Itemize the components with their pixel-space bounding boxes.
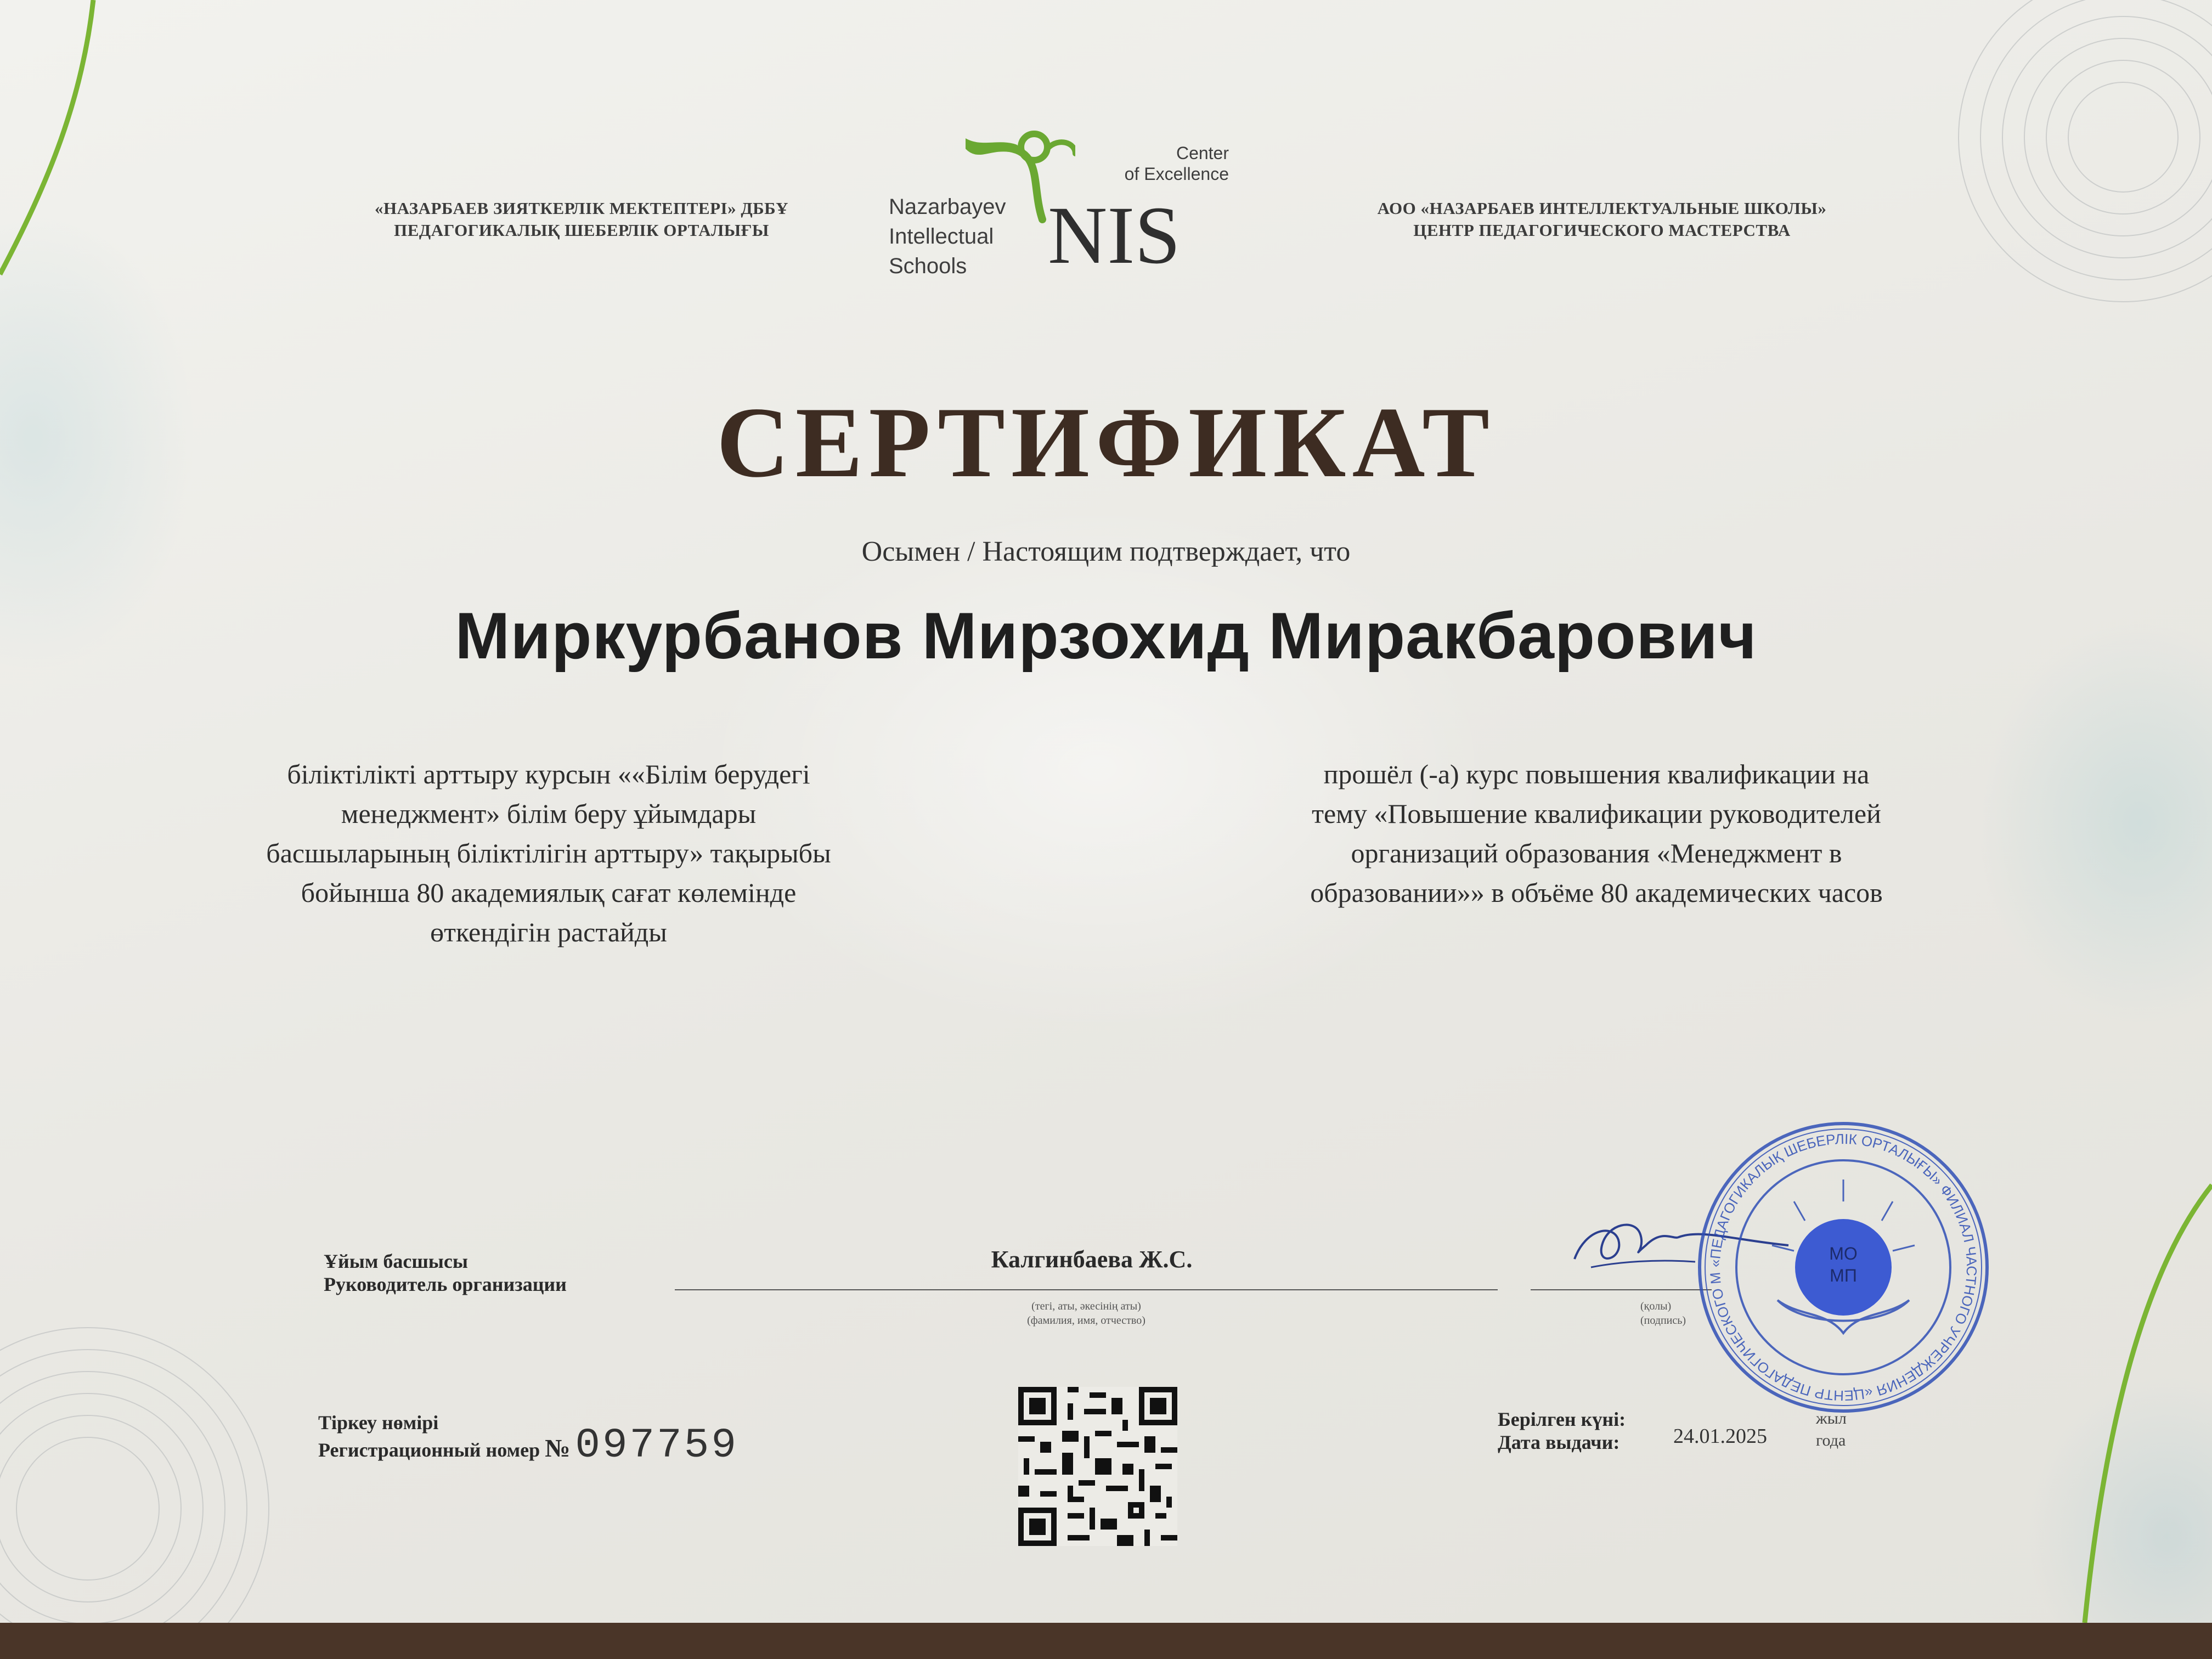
registration-label-ru: Регистрационный номер: [318, 1439, 540, 1461]
signature-line: [1531, 1289, 1712, 1290]
header-left-line2: ПЕДАГОГИКАЛЫҚ ШЕБЕРЛІК ОРТАЛЫҒЫ: [394, 221, 769, 240]
body-russian: [1207, 754, 1986, 912]
body-kz-line: менеджмент» білім беру ұйымдары: [341, 798, 757, 829]
nis-center-line1: Center: [1176, 143, 1229, 163]
body-ru-line: образовании»» в объёме 80 академических часов: [1310, 877, 1883, 908]
stamp-mark-ru: МП: [1830, 1266, 1857, 1285]
nis-name-line1: Nazarbayev: [889, 195, 1006, 219]
name-caption-kz: (тегі, аты, әкесінің аты): [1031, 1300, 1141, 1312]
registration-label: [318, 1411, 738, 1469]
certificate-subtitle: Осымен / Настоящим подтверждает, что: [861, 536, 1351, 567]
stamp-mark: [1805, 1243, 1882, 1286]
name-caption: [894, 1299, 1278, 1328]
nis-name-block: [889, 192, 1006, 281]
stamp-ring-text: «ПЕДАГОГИКАЛЫҚ ШЕБЕРЛІК ОРТАЛЫҒЫ» ФИЛИАЛ ЧАСТНОГО УЧРЕЖДЕНИЯ «ЦЕНТР ПЕДАГОГИЧЕСКОГО М: [1706, 1130, 1980, 1404]
qr-code[interactable]: [1018, 1387, 1177, 1546]
nis-name-line3: Schools: [889, 254, 967, 278]
signature-caption-kz: (қолы): [1640, 1300, 1672, 1312]
signatory-label-kz: Ұйым басшысы: [324, 1250, 468, 1272]
header-left-line1: «НАЗАРБАЕВ ЗИЯТКЕРЛІК МЕКТЕПТЕРІ» ДББҰ: [374, 199, 789, 218]
body-ru-line: прошёл (-а) курс повышения квалификации на: [1323, 759, 1870, 789]
stamp-mark-kz: МО: [1829, 1244, 1858, 1263]
nis-logo: [889, 121, 1273, 296]
body-ru-line: тему «Повышение квалификации руководителей: [1312, 798, 1881, 829]
nis-center-line2: of Excellence: [1124, 164, 1229, 184]
registration-number: 097759: [575, 1422, 738, 1469]
recipient-name: Миркурбанов Мирзохид Миракбарович: [455, 599, 1757, 673]
nis-name-line2: Intellectual: [889, 224, 994, 249]
header-right-line2: ЦЕНТР ПЕДАГОГИЧЕСКОГО МАСТЕРСТВА: [1413, 221, 1791, 240]
body-kazakh: [159, 754, 938, 952]
official-stamp: [1695, 1119, 1991, 1415]
body-kz-line: бойынша 80 академиялық сағат көлемінде: [301, 877, 797, 908]
name-line: [675, 1289, 1498, 1290]
body-kz-line: басшыларының біліктілігін арттыру» тақырыбы: [266, 838, 831, 868]
signatory-name: Калгинбаева Ж.С.: [991, 1246, 1193, 1273]
header-left-org: [307, 198, 856, 241]
issue-date-label: [1498, 1408, 1626, 1454]
body-kz-line: өткендігін растайды: [430, 917, 667, 947]
issue-year-suffix: [1816, 1408, 1847, 1452]
issue-date: 24.01.2025: [1673, 1425, 1767, 1448]
issue-label-kz: Берілген күні:: [1498, 1408, 1626, 1430]
body-ru-line: организаций образования «Менеджмент в: [1351, 838, 1842, 868]
registration-label-kz: Тіркеу нөмірі: [318, 1412, 439, 1434]
issue-label-ru: Дата выдачи:: [1498, 1431, 1620, 1453]
signature-caption-ru: (подпись): [1640, 1314, 1686, 1327]
name-caption-ru: (фамилия, имя, отчество): [1027, 1314, 1146, 1327]
nis-center-label: [1119, 143, 1229, 184]
issue-suffix-kz: жыл: [1816, 1409, 1847, 1427]
signatory-label: [324, 1250, 567, 1296]
header-right-org: [1306, 198, 1898, 241]
nis-abbr: NIS: [1048, 190, 1181, 281]
certificate-title: СЕРТИФИКАТ: [716, 386, 1496, 498]
issue-suffix-ru: года: [1816, 1431, 1846, 1449]
signatory-label-ru: Руководитель организации: [324, 1273, 567, 1295]
registration-number-sign: №: [545, 1434, 571, 1462]
table-edge: [0, 1623, 2212, 1659]
header-right-line1: АОО «НАЗАРБАЕВ ИНТЕЛЛЕКТУАЛЬНЫЕ ШКОЛЫ»: [1377, 199, 1827, 218]
body-kz-line: біліктілікті арттыру курсын ««Білім берудегі: [287, 759, 810, 789]
